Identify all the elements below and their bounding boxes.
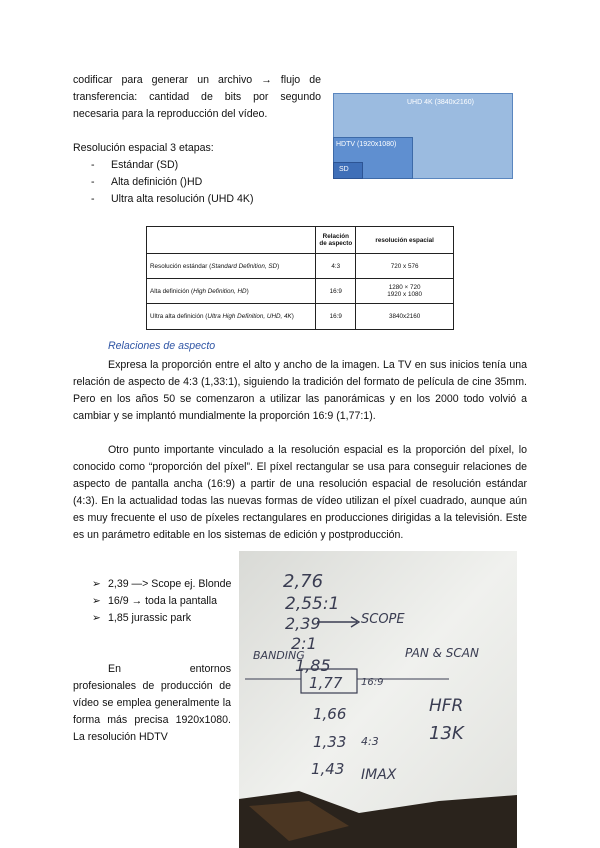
stage-item: - Ultra alta resolución (UHD 4K) [73, 191, 253, 208]
sd-label: SD [339, 166, 349, 173]
row-name: Ultra alta definición ( [150, 313, 208, 320]
ratio-bullet: ➢ 1,85 jurassic park [92, 610, 234, 627]
ratio-bullet-list [92, 576, 234, 627]
row-name: Alta definición ( [150, 287, 194, 295]
table-cell [147, 304, 316, 330]
table-header-row [147, 227, 454, 254]
row-name-end: ) [291, 313, 294, 320]
table-header-cell: Relación de aspecto [316, 227, 356, 254]
aspect-paragraph-2: Otro punto importante vinculado a la resolución espacial es la proporción del píxel, lo conocido como “proporción del píxel”. El píxel rectangular se usa para conseguir relaciones de aspecto de pantalla ancha (16:9) a partir de una resolución espacial de resolución estándar (4:3). En la actualidad todas las nuevas formas de vídeo utilizan el píxel cuadrado, aunque aún es muy frecuente el uso de píxeles rectangulares en producciones dirigidas a la televisión. Este es un parámetro editable en los sistemas de edición y postproducción. [73, 444, 527, 541]
intro-paragraph: codificar para generar un archivo → flujo de transferencia: cantidad de bits por segundo necesaria para la reproducción del vídeo. [73, 74, 321, 120]
table-cell: 16:9 [316, 304, 356, 330]
stage-item: - Estándar (SD) [73, 157, 253, 174]
res-line: 1280 × 720 [388, 284, 421, 291]
wb-text: 2,55:1 [285, 594, 340, 614]
table-row [147, 279, 454, 304]
table-cell: 720 x 576 [356, 254, 454, 279]
wb-text: PAN & SCAN [405, 646, 479, 660]
ratio-bullet: ➢ 16/9 → toda la pantalla [92, 593, 234, 610]
row-name-end: ) [246, 287, 249, 295]
resolution-table [146, 226, 454, 330]
wb-text: 1,43 [311, 760, 345, 778]
uhd-4k-label: UHD 4K (3840x2160) [407, 99, 474, 106]
wb-text: 2:1 [291, 634, 317, 653]
table-cell: 4:3 [316, 254, 356, 279]
wb-text: 4:3 [361, 735, 379, 748]
table-header-cell: resolución espacial [356, 227, 454, 254]
table-row [147, 304, 454, 330]
wb-text: 1,85 [295, 656, 331, 675]
wb-text: 16:9 [361, 677, 384, 688]
wb-text: 2,76 [283, 571, 324, 592]
wb-text: BANDING [253, 649, 305, 662]
row-name-end: ) [277, 262, 280, 270]
sd-box [333, 162, 363, 179]
aspect-paragraph-1: Expresa la proporción entre el alto y ancho de la imagen. La TV en sus inicios tenía una relación de aspecto de 4:3 (1,33:1), siguiendo la tradición del formato de película de cine 35mm. Pero en los años 50 se comenzaron a utilizar las panorámicas y en los 2000 todo volvió a cambiar y se implantó mundialmente la proporción 16:9 (1,77:1). [73, 359, 527, 422]
table-cell [147, 254, 316, 279]
wb-text: 1,66 [313, 705, 347, 723]
table-header-cell [147, 227, 316, 254]
final-paragraph: En entornos profesionales de producción de vídeo se emplea generalmente la forma más precisa 1920x1080. La resolución HDTV [73, 663, 231, 743]
wb-text: 2,39 [285, 614, 321, 633]
row-name-italic: High Definition, HD [193, 287, 247, 295]
wb-text: IMAX [361, 767, 397, 783]
stage-item: - Alta definición ()HD [73, 174, 253, 191]
row-name: Resolución estándar ( [150, 262, 212, 270]
wb-text: SCOPE [361, 612, 405, 627]
table-row [147, 254, 454, 279]
resolution-stages-list [73, 157, 253, 208]
wb-text: 1,77 [309, 674, 343, 692]
table-cell [147, 279, 316, 304]
resolution-title: Resolución espacial 3 etapas: [73, 142, 214, 154]
hdtv-label: HDTV (1920x1080) [336, 141, 397, 148]
section-heading: Relaciones de aspecto [108, 340, 216, 352]
wb-text: HFR [429, 696, 464, 716]
table-cell: 3840x2160 [356, 304, 454, 330]
row-name-italic: Standard Definition, SD [211, 262, 278, 270]
whiteboard-photo [239, 551, 517, 848]
table-cell: 16:9 [316, 279, 356, 304]
table-cell [356, 279, 454, 304]
row-name-italic: Ultra High Definition, UHD, 4K [207, 313, 292, 320]
res-line: 1920 x 1080 [387, 291, 422, 298]
ratio-bullet: ➢ 2,39 —> Scope ej. Blonde [92, 576, 234, 593]
wb-text: 13K [429, 723, 464, 744]
wb-text: 1,33 [313, 733, 347, 751]
